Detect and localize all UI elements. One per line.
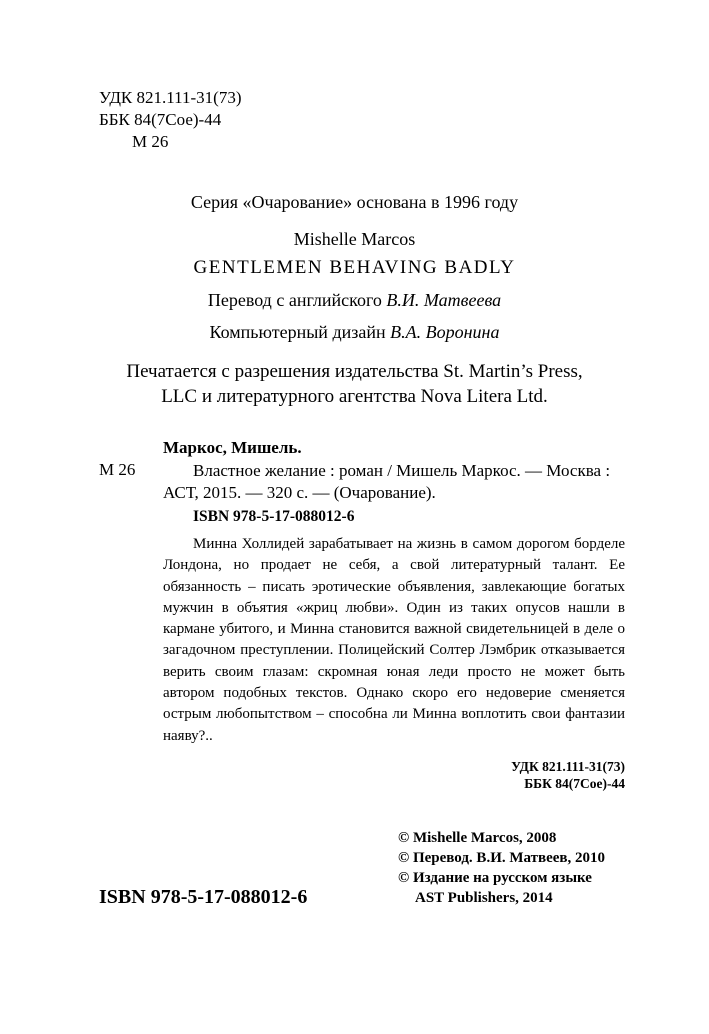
catalog-index-top: М 26	[132, 132, 169, 151]
bbk-code: ББК 84(7Сое)-44	[99, 110, 222, 129]
catalog-author-heading: Маркос, Мишель.	[163, 438, 302, 457]
copyright-line-2: © Перевод. В.И. Матвеев, 2010	[398, 850, 606, 866]
copyright-block	[398, 828, 605, 908]
permission-line-2: LLC и литературного агентства Nova Litera Ltd.	[161, 386, 548, 407]
udk-code: УДК 821.111-31(73)	[99, 88, 242, 107]
copyright-line-3: © Издание на русском языке	[398, 870, 592, 886]
catalog-index: М 26	[99, 460, 136, 479]
author-name: Mishelle Marcos	[293, 229, 416, 249]
udk-code-right: УДК 821.111-31(73)	[511, 759, 625, 774]
translator-name: В.И. Матвеева	[386, 290, 502, 310]
designer-name: В.А. Воронина	[390, 322, 500, 342]
translation-credit	[0, 290, 709, 311]
copyright-line-1: © Mishelle Marcos, 2008	[398, 830, 557, 846]
permission-line-1: Печатается с разрешения издательства St. Martin’s Press,	[126, 361, 583, 382]
copyright-line-4: AST Publishers, 2014	[415, 890, 553, 906]
original-title: GENTLEMEN BEHAVING BADLY	[193, 257, 516, 278]
design-credit	[0, 322, 709, 343]
bbk-code-right: ББК 84(7Сое)-44	[524, 776, 625, 791]
annotation-text: Минна Холлидей зарабатывает на жизнь в самом дорогом борделе Лондона, но продает не себя, а свой литературный талант. Ее обязанность – писать эротические объявления, завлекающие богатых мужчин в объятия «жриц любви». Один из таких опусов нашли в кармане убитого, и Минна становится важной свидетельницей в деле о загадочном преступлении. Полицейский Солтер Лэмбрик отказывается верить своим глазам: скромная юная леди просто не может быть автором подобных текстов. Однако скоро его недоверие сменяется острым любопытством – способна ли Минна воплотить свои фантазии наяву?..	[163, 536, 625, 744]
footer-isbn: ISBN 978-5-17-088012-6	[99, 886, 308, 908]
translation-credit-text: Перевод с английского	[207, 290, 382, 310]
catalog-description: Властное желание : роман / Мишель Маркос. — Москва : АСТ, 2015. — 320 с. — (Очарование).	[163, 461, 611, 502]
series-line: Серия «Очарование» основана в 1996 году	[190, 192, 519, 212]
design-credit-text: Компьютерный дизайн	[209, 322, 386, 342]
catalog-isbn: ISBN 978-5-17-088012-6	[193, 508, 355, 525]
